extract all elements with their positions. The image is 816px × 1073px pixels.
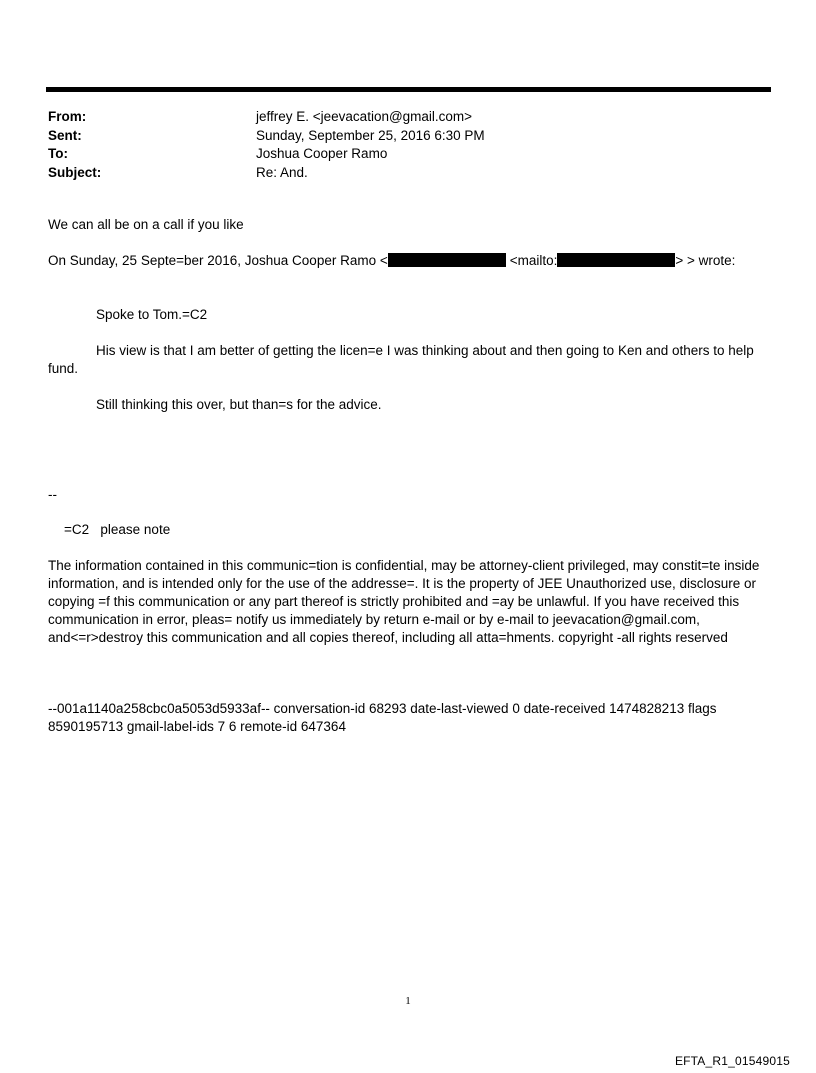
quote-line-3: Still thinking this over, but than=s for the advice. xyxy=(96,397,382,412)
quote-line-1: Spoke to Tom.=C2 xyxy=(96,307,208,322)
signature-separator: -- xyxy=(48,487,57,502)
to-value: Joshua Cooper Ramo xyxy=(256,146,388,161)
metadata-line-2: 8590195713 gmail-label-ids 7 6 remote-id 647364 xyxy=(48,719,346,734)
quote-intro-part1: On Sunday, 25 Septe=ber 2016, Joshua Cooper Ramo < xyxy=(48,253,388,268)
to-label: To: xyxy=(48,146,68,161)
from-row xyxy=(48,108,485,127)
document-id: EFTA_R1_01549015 xyxy=(674,1054,790,1068)
subject-row xyxy=(48,164,485,183)
quote-intro-part3: > > wrote: xyxy=(675,253,736,268)
sent-row xyxy=(48,127,485,146)
quote-line-2: His view is that I am better of getting the licen=e I was thinking about and then going to Ken and others to help xyxy=(96,343,754,358)
disclaimer-paragraph: The information contained in this communic=tion is confidential, may be attorney-client privileged, may constit=te inside information, and is intended only for the use of the addresse=. It is the property of JEE Unauthorized use, disclosure or copying =f this communication or any part thereof is strictly prohibited and =ay be unlawful. If you have received this communication in error, pleas= notify us immediately by return e-mail or by e-mail to jeevacation@gmail.com, and<=r>destroy this communication and all copies thereof, including all atta=hments. copyright -all rights reserved xyxy=(48,558,760,645)
subject-label: Subject: xyxy=(48,164,102,180)
note-line: =C2 please note xyxy=(64,522,171,537)
from-label: From: xyxy=(48,109,87,124)
reply-line: We can all be on a call if you like xyxy=(48,217,244,232)
quote-intro-part2: <mailto: xyxy=(509,253,558,268)
redaction-box xyxy=(557,253,675,267)
subject-value: Re: And. xyxy=(256,164,308,180)
sent-value: Sunday, September 25, 2016 6:30 PM xyxy=(256,127,485,143)
sent-label: Sent: xyxy=(48,127,82,143)
from-value: jeffrey E. <jeevacation@gmail.com> xyxy=(256,109,473,124)
email-header xyxy=(48,108,485,182)
quote-line-2-continued: fund. xyxy=(48,361,79,376)
page-number: 1 xyxy=(405,995,411,1007)
header-rule xyxy=(46,87,771,92)
metadata-line-1: --001a1140a258cbc0a5053d5933af-- conversation-id 68293 date-last-viewed 0 date-received 1474828213 flags xyxy=(48,701,717,716)
to-row xyxy=(48,145,485,164)
redaction-box xyxy=(388,253,506,267)
quote-intro xyxy=(48,252,735,270)
